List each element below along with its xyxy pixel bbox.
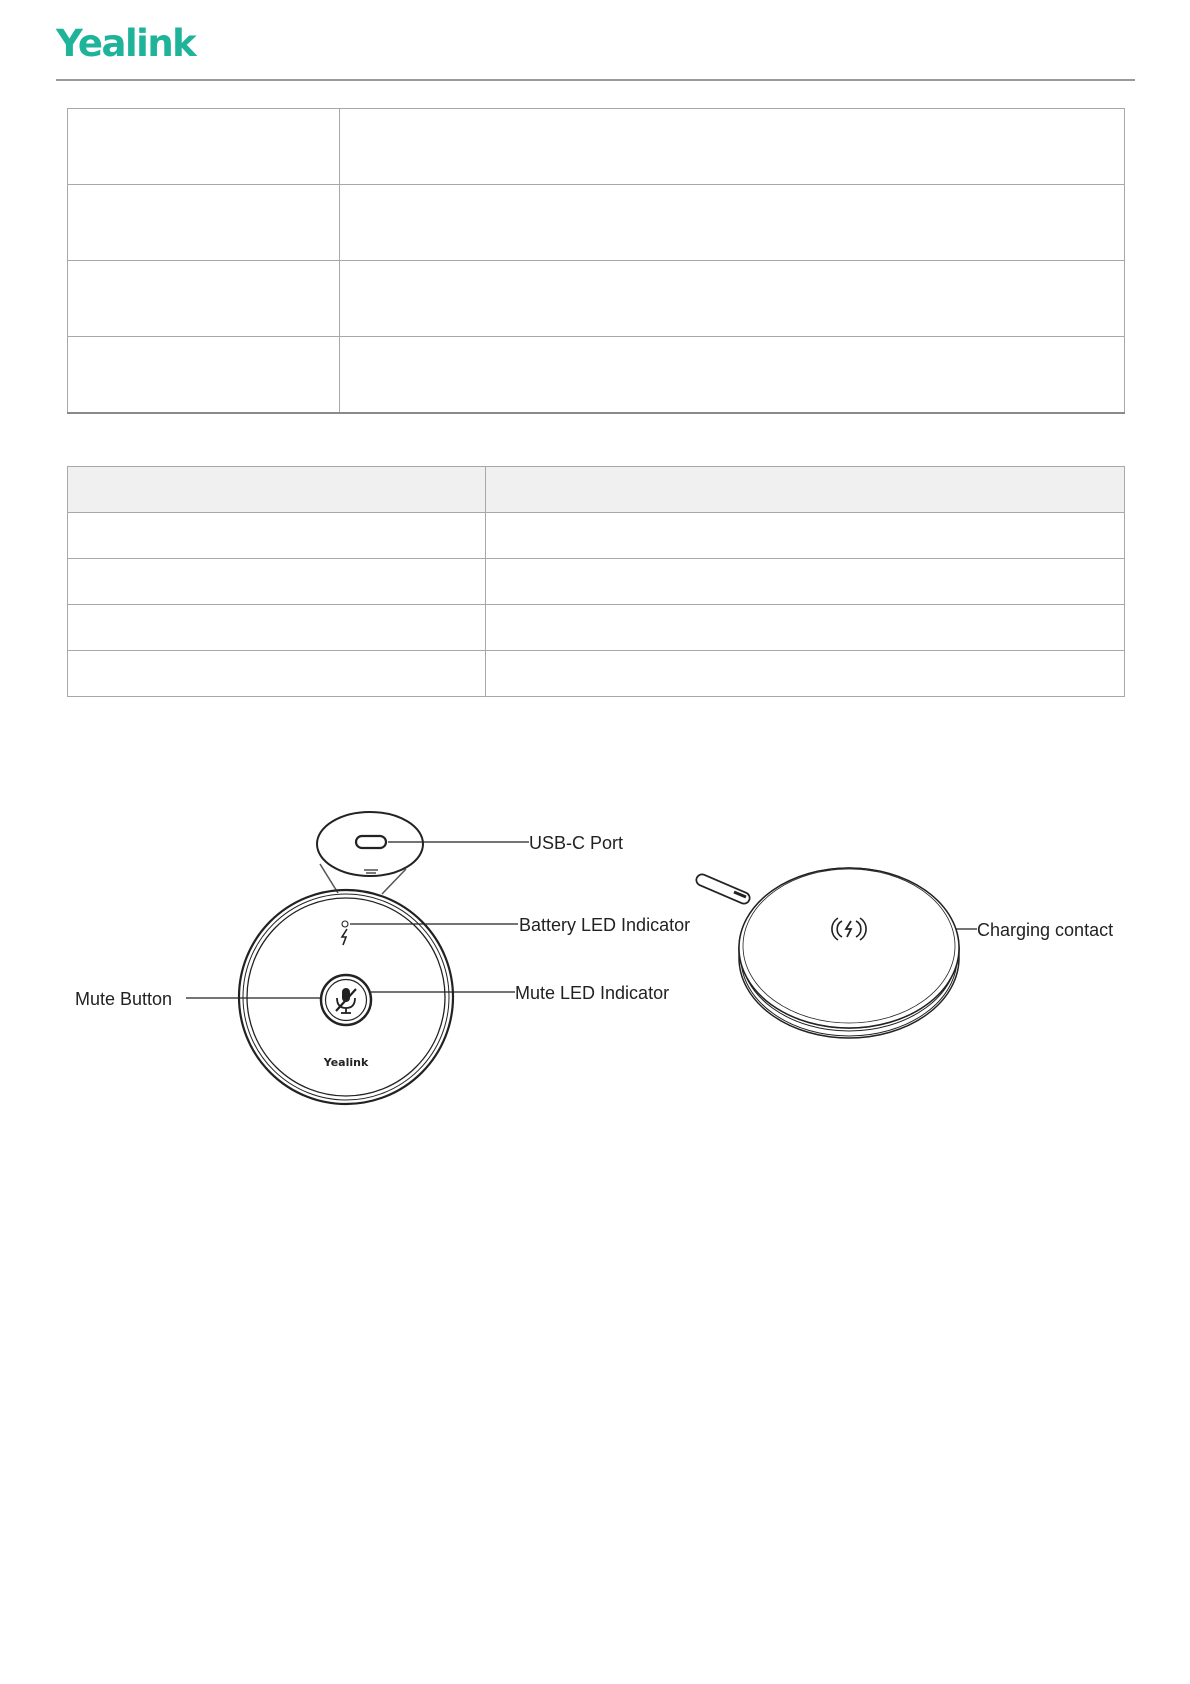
battery-led-icon [342, 921, 348, 945]
table-row [68, 605, 1125, 651]
table-cell [340, 185, 1125, 261]
brand-logo: Yealink [56, 22, 196, 65]
battery-led-label: Battery LED Indicator [519, 915, 691, 935]
mute-led-label: Mute LED Indicator [515, 983, 670, 1003]
table-cell [68, 185, 340, 261]
spec-table-bottom [67, 466, 1125, 697]
table-cell [68, 559, 486, 605]
table-cell [340, 261, 1125, 337]
table-cell [486, 559, 1125, 605]
table-cell [68, 109, 340, 185]
table-row [68, 513, 1125, 559]
table-cell [486, 651, 1125, 697]
table-row [68, 185, 1125, 261]
table-cell [340, 109, 1125, 185]
header-divider [56, 79, 1135, 81]
table-row [68, 651, 1125, 697]
table-cell [68, 261, 340, 337]
table-cell [486, 513, 1125, 559]
table-row [68, 261, 1125, 337]
table-cell [486, 605, 1125, 651]
table-row [68, 109, 1125, 185]
table-header-cell [486, 467, 1125, 513]
table-cell [68, 651, 486, 697]
table-header-row [68, 467, 1125, 513]
charging-contact-label: Charging contact [977, 920, 1114, 940]
mute-button-label: Mute Button [75, 989, 173, 1009]
device-brand-mark: Yealink [323, 1056, 369, 1069]
spec-table-top [67, 108, 1125, 414]
usb-c-port-label: USB-C Port [529, 833, 624, 853]
mute-button-icon [321, 975, 371, 1025]
charging-pad [702, 868, 959, 1038]
table-cell [340, 337, 1125, 413]
table-cell [68, 605, 486, 651]
usb-c-detail-inset [317, 812, 423, 894]
table-row [68, 559, 1125, 605]
table-cell [68, 513, 486, 559]
table-header-cell [68, 467, 486, 513]
table-cell [68, 337, 340, 413]
device-diagram [0, 800, 1190, 1120]
table-row [68, 337, 1125, 413]
